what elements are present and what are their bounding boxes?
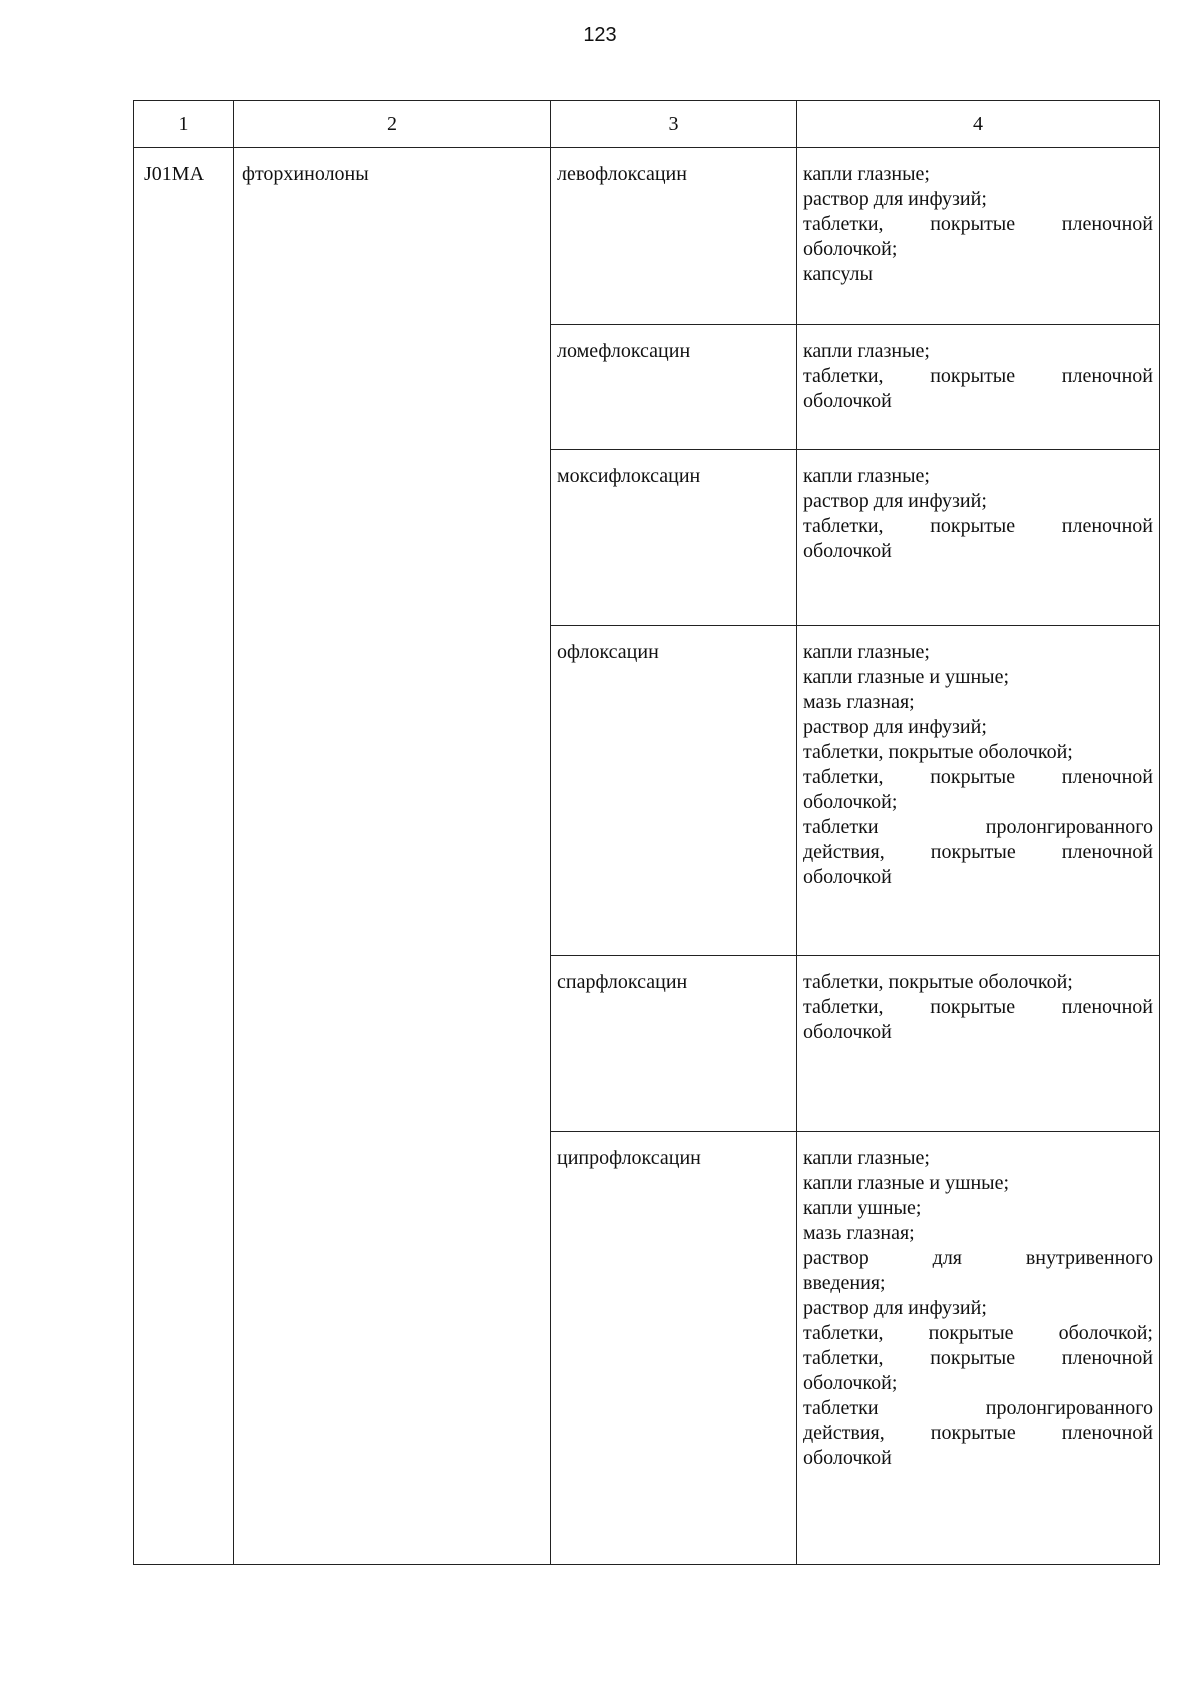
page-number: 123: [583, 24, 617, 46]
dosage-form-line: оболочкой: [803, 1021, 892, 1043]
drug-name-cell: левофлоксацин: [551, 148, 797, 325]
column-header-2: 2: [234, 101, 551, 148]
drug-table: [133, 100, 1160, 1565]
dosage-forms-cell: [797, 325, 1160, 450]
table-row: [134, 148, 1160, 325]
dosage-form-line: капсулы: [803, 263, 873, 285]
dosage-form-line: капли глазные и ушные;: [803, 1172, 1010, 1194]
dosage-form-line: таблетки, покрытые пленочной: [803, 996, 1153, 1018]
dosage-form-line: таблетки, покрытые пленочной: [803, 365, 1153, 387]
dosage-form-line: капли глазные;: [803, 641, 930, 663]
dosage-form-line: действия, покрытые пленочной: [803, 1422, 1153, 1444]
drug-name-cell: ципрофлоксацин: [551, 1132, 797, 1565]
dosage-form-line: оболочкой;: [803, 1372, 898, 1394]
dosage-form-line: капли ушные;: [803, 1197, 922, 1219]
dosage-form-line: таблетки, покрытые пленочной: [803, 1347, 1153, 1369]
dosage-form-line: таблетки, покрытые пленочной: [803, 515, 1153, 537]
dosage-forms-cell: [797, 626, 1160, 956]
dosage-form-line: мазь глазная;: [803, 691, 915, 713]
drug-name-cell: спарфлоксацин: [551, 956, 797, 1132]
dosage-form-line: раствор для инфузий;: [803, 188, 987, 210]
dosage-form-line: раствор для инфузий;: [803, 490, 987, 512]
dosage-form-line: оболочкой;: [803, 791, 898, 813]
dosage-forms-cell: [797, 450, 1160, 626]
table-header-row: [134, 101, 1160, 148]
dosage-forms-cell: [797, 956, 1160, 1132]
dosage-form-line: мазь глазная;: [803, 1222, 915, 1244]
dosage-form-line: оболочкой: [803, 540, 892, 562]
dosage-form-line: капли глазные;: [803, 465, 930, 487]
dosage-forms-cell: [797, 148, 1160, 325]
dosage-form-line: раствор для инфузий;: [803, 1297, 987, 1319]
dosage-form-line: капли глазные и ушные;: [803, 666, 1010, 688]
drug-name-cell: офлоксацин: [551, 626, 797, 956]
column-header-4: 4: [797, 101, 1160, 148]
dosage-form-line: действия, покрытые пленочной: [803, 841, 1153, 863]
column-header-3: 3: [551, 101, 797, 148]
dosage-form-line: оболочкой: [803, 390, 892, 412]
dosage-form-line: таблетки, покрытые пленочной: [803, 213, 1153, 235]
dosage-form-line: таблетки, покрытые оболочкой;: [803, 1322, 1153, 1344]
dosage-form-line: таблетки, покрытые оболочкой;: [803, 971, 1073, 993]
dosage-form-line: капли глазные;: [803, 163, 930, 185]
dosage-form-line: раствор для инфузий;: [803, 716, 987, 738]
dosage-form-line: таблетки пролонгированного: [803, 816, 1153, 838]
dosage-forms-cell: [797, 1132, 1160, 1565]
dosage-form-line: таблетки пролонгированного: [803, 1397, 1153, 1419]
dosage-form-line: таблетки, покрытые пленочной: [803, 766, 1153, 788]
dosage-form-line: оболочкой: [803, 1447, 892, 1469]
dosage-form-line: оболочкой;: [803, 238, 898, 260]
drug-name-cell: моксифлоксацин: [551, 450, 797, 626]
dosage-form-line: введения;: [803, 1272, 886, 1294]
column-header-1: 1: [134, 101, 234, 148]
dosage-form-line: капли глазные;: [803, 1147, 930, 1169]
dosage-form-line: таблетки, покрытые оболочкой;: [803, 741, 1073, 763]
group-name-cell: фторхинолоны: [234, 148, 551, 1565]
dosage-form-line: капли глазные;: [803, 340, 930, 362]
dosage-form-line: раствор для внутривенного: [803, 1247, 1153, 1269]
dosage-form-line: оболочкой: [803, 866, 892, 888]
atc-code-cell: J01MA: [134, 148, 234, 1565]
drug-name-cell: ломефлоксацин: [551, 325, 797, 450]
